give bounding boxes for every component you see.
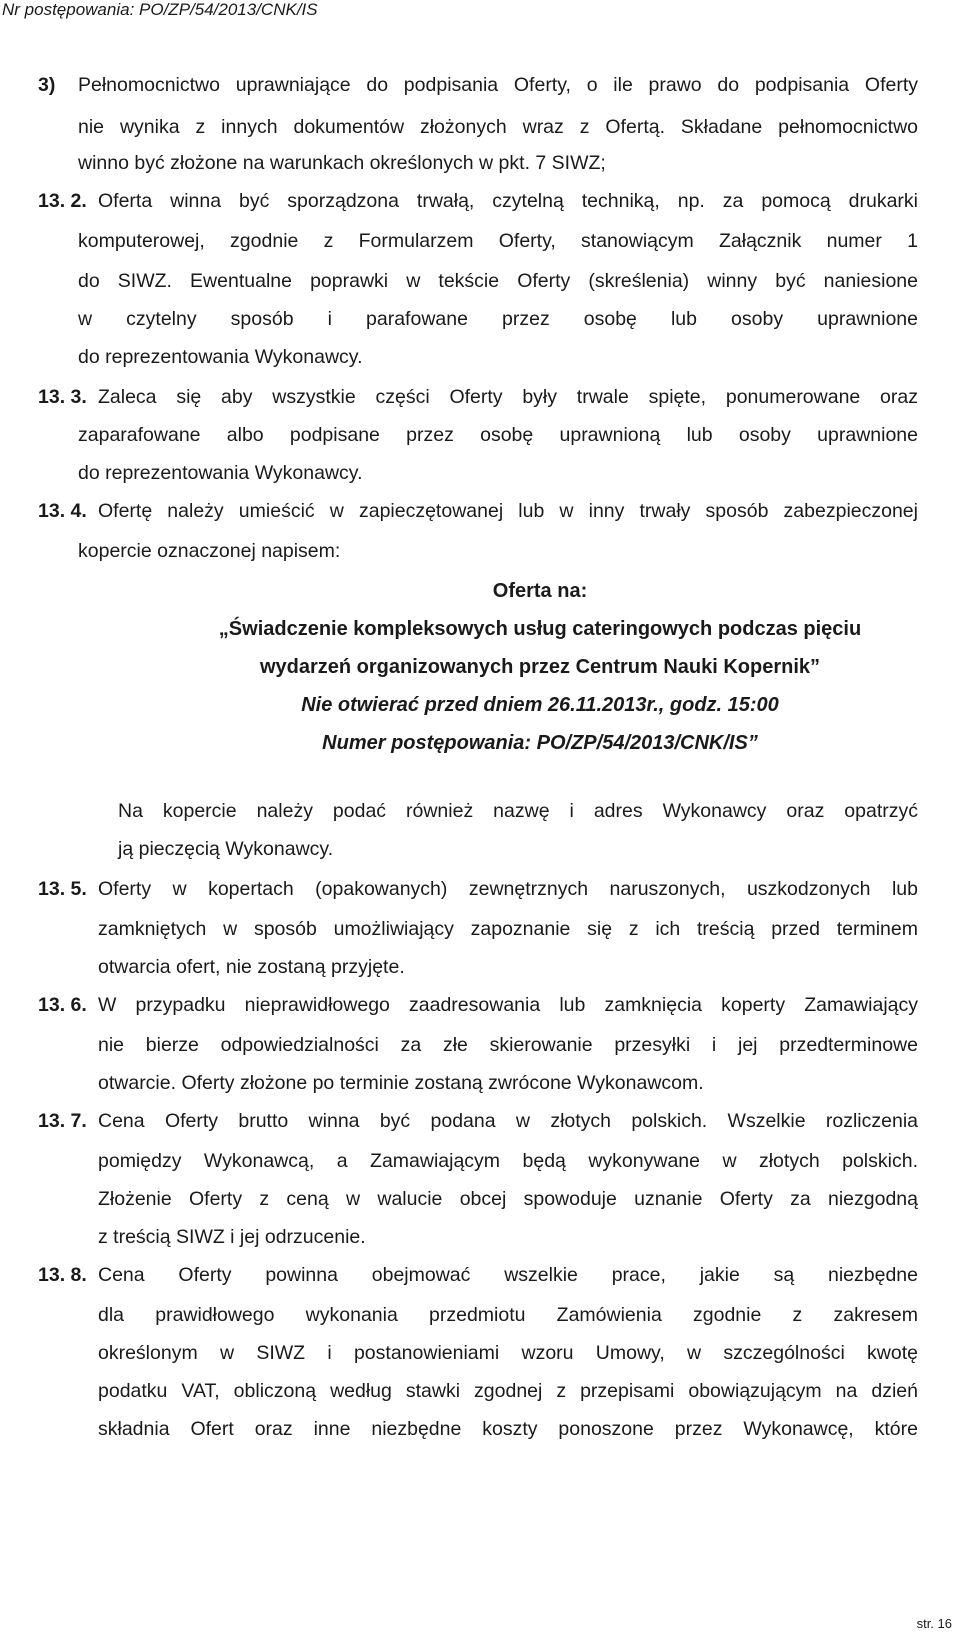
section-number: 13. 5. (38, 878, 87, 900)
paragraph-line: Oferty w kopertach (opakowanych) zewnętrznych naruszonych, uszkodzonych lub (98, 878, 918, 900)
paragraph-line: określonym w SIWZ i postanowieniami wzoru Umowy, w szczególności kwotę (98, 1342, 918, 1364)
section-number: 13. 8. (38, 1264, 87, 1286)
paragraph-line: do reprezentowania Wykonawcy. (78, 346, 363, 368)
page-number: str. 16 (916, 1616, 952, 1631)
paragraph-line: otwarcie. Oferty złożone po terminie zostaną zwrócone Wykonawcom. (98, 1072, 704, 1094)
section-number: 13. 3. (38, 386, 87, 408)
envelope-subject: „Świadczenie kompleksowych usług cateringowych podczas pięciu (218, 618, 862, 640)
paragraph-line: składnia Ofert oraz inne niezbędne koszty ponoszone przez Wykonawcę, które (98, 1418, 918, 1440)
paragraph-line: Pełnomocnictwo uprawniające do podpisania Oferty, o ile prawo do podpisania Oferty (78, 74, 918, 96)
paragraph-line: Na kopercie należy podać również nazwę i adres Wykonawcy oraz opatrzyć (118, 800, 918, 822)
paragraph-line: pomiędzy Wykonawcą, a Zamawiającym będą wykonywane w złotych polskich. (98, 1150, 918, 1172)
paragraph-line: z treścią SIWZ i jej odrzucenie. (98, 1226, 366, 1248)
paragraph-line: Zaleca się aby wszystkie części Oferty były trwale spięte, ponumerowane oraz (98, 386, 918, 408)
paragraph-line: nie wynika z innych dokumentów złożonych wraz z Ofertą. Składane pełnomocnictwo (78, 116, 918, 138)
paragraph-line: ją pieczęcią Wykonawcy. (118, 838, 334, 860)
paragraph-line: nie bierze odpowiedzialności za złe skierowanie przesyłki i jej przedterminowe (98, 1034, 918, 1056)
paragraph-line: Cena Oferty brutto winna być podana w złotych polskich. Wszelkie rozliczenia (98, 1110, 918, 1132)
section-number: 13. 4. (38, 500, 87, 522)
paragraph-line: kopercie oznaczonej napisem: (78, 540, 341, 562)
envelope-number: Numer postępowania: PO/ZP/54/2013/CNK/IS” (322, 732, 758, 754)
paragraph-line: Cena Oferty powinna obejmować wszelkie prace, jakie są niezbędne (98, 1264, 918, 1286)
paragraph-line: Złożenie Oferty z ceną w walucie obcej spowoduje uznanie Oferty za niezgodną (98, 1188, 918, 1210)
envelope-title: Oferta na: (492, 580, 588, 602)
paragraph-line: podatku VAT, obliczoną według stawki zgodnej z przepisami obowiązującym na dzień (98, 1380, 918, 1402)
paragraph-line: w czytelny sposób i parafowane przez osobę lub osoby uprawnione (78, 308, 918, 330)
paragraph-line: otwarcia ofert, nie zostaną przyjęte. (98, 956, 405, 978)
envelope-deadline: Nie otwierać przed dniem 26.11.2013r., godz. 15:00 (301, 694, 779, 716)
paragraph-line: W przypadku nieprawidłowego zaadresowania lub zamknięcia koperty Zamawiający (98, 994, 918, 1016)
section-number: 13. 6. (38, 994, 87, 1016)
paragraph-line: Ofertę należy umieścić w zapieczętowanej lub w inny trwały sposób zabezpieczonej (98, 500, 918, 522)
section-number: 3) (38, 74, 56, 96)
paragraph-line: zaparafowane albo podpisane przez osobę uprawnioną lub osoby uprawnione (78, 424, 918, 446)
envelope-subject: wydarzeń organizowanych przez Centrum Nauki Kopernik” (259, 656, 821, 678)
paragraph-line: do SIWZ. Ewentualne poprawki w tekście Oferty (skreślenia) winny być naniesione (78, 270, 918, 292)
paragraph-line: winno być złożone na warunkach określonych w pkt. 7 SIWZ; (78, 152, 606, 174)
section-number: 13. 7. (38, 1110, 87, 1132)
page-header: Nr postępowania: PO/ZP/54/2013/CNK/IS (2, 0, 318, 19)
paragraph-line: dla prawidłowego wykonania przedmiotu Zamówienia zgodnie z zakresem (98, 1304, 918, 1326)
paragraph-line: komputerowej, zgodnie z Formularzem Oferty, stanowiącym Załącznik numer 1 (78, 230, 918, 252)
section-number: 13. 2. (38, 190, 87, 212)
paragraph-line: do reprezentowania Wykonawcy. (78, 462, 363, 484)
paragraph-line: zamkniętych w sposób umożliwiający zapoznanie się z ich treścią przed terminem (98, 918, 918, 940)
paragraph-line: Oferta winna być sporządzona trwałą, czytelną techniką, np. za pomocą drukarki (98, 190, 918, 212)
